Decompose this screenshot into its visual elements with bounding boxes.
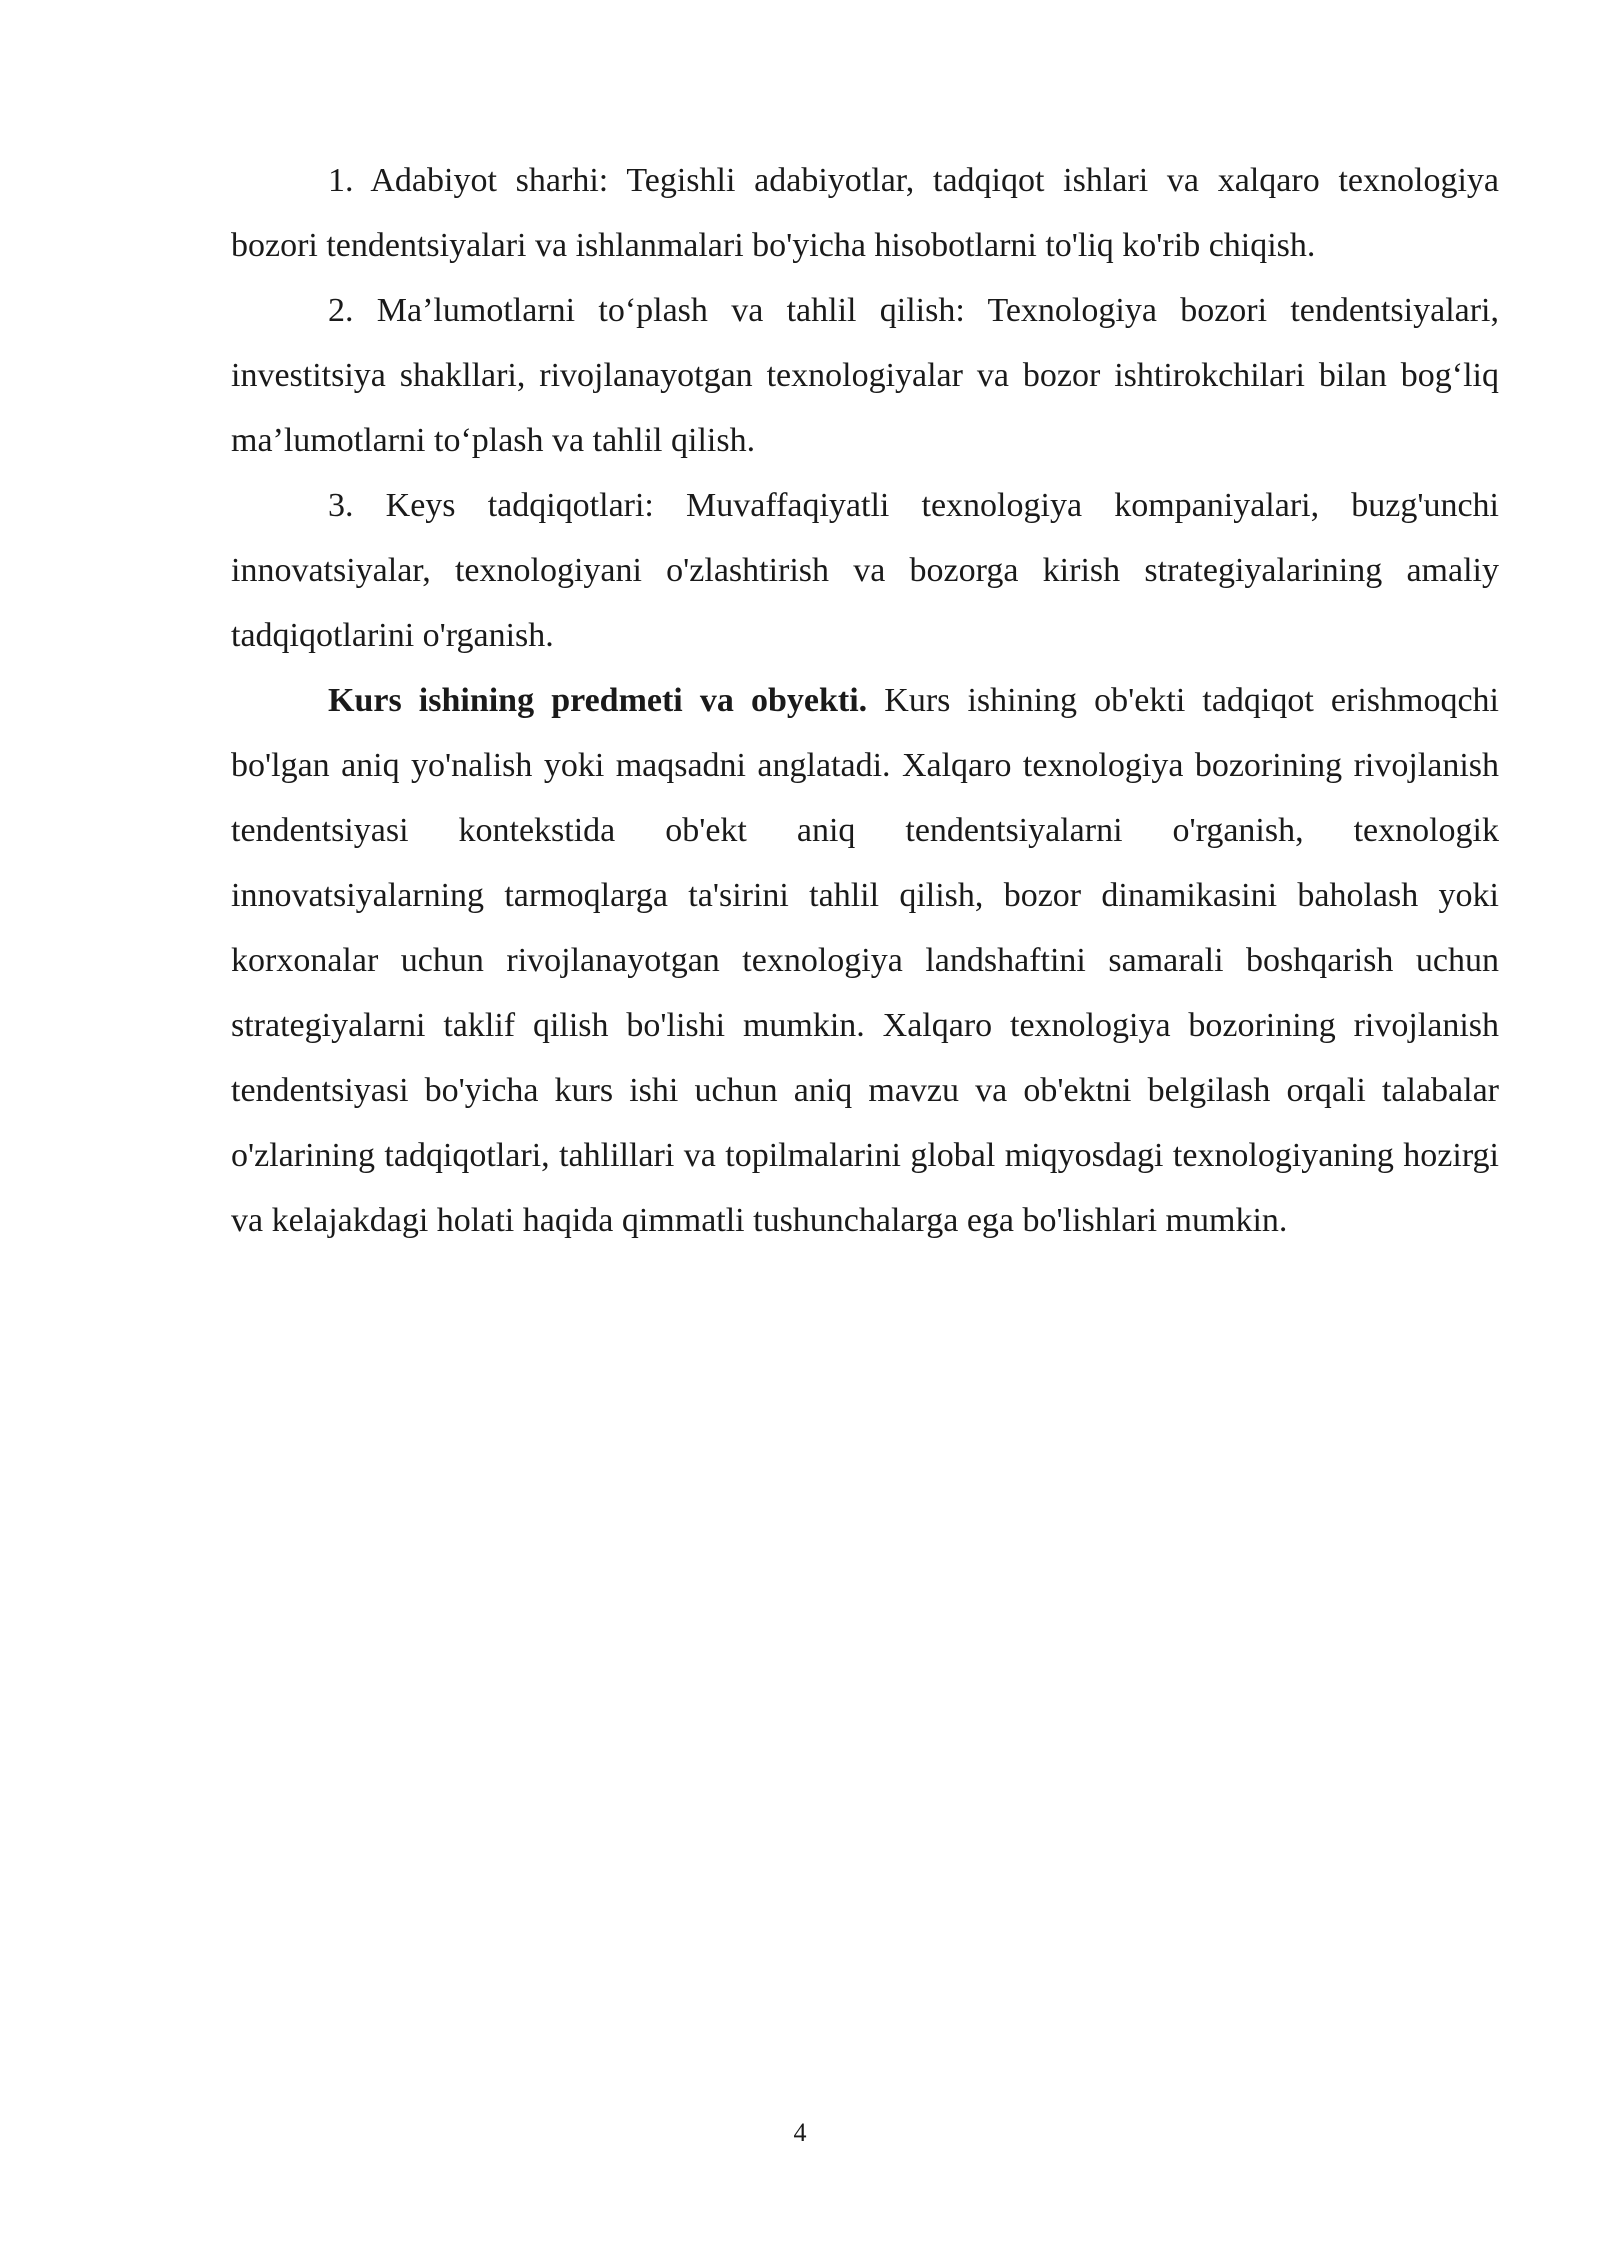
list-item-data-collection bbox=[231, 278, 1499, 473]
page-number: 4 bbox=[793, 2118, 807, 2147]
paragraph-text: Kurs ishining ob'ekti tadqiqot erishmoqchi bo'lgan aniq yo'nalish yoki maqsadni anglatadi. Xalqaro texnologiya bozorining rivojlanish tendentsiyasi kontekstida ob'ekt aniq tendentsiyalarni o'rganish, texnologik innovatsiyalarning tarmoqlarga ta'sirini tahlil qilish, bozor dinamikasini baholash yoki korxonalar uchun rivojlanayotgan texnologiya landshaftini samarali boshqarish uchun strategiyalarni taklif qilish bo'lishi mumkin. Xalqaro texnologiya bozorining rivojlanish tendentsiyasi bo'yicha kurs ishi uchun aniq mavzu va ob'ektni belgilash orqali talabalar o'zlarining tadqiqotlari, tahlillari va topilmalarini global miqyosdagi texnologiyaning hozirgi va kelajakdagi holati haqida qimmatli tushunchalarga ega bo'lishlari mumkin. bbox=[231, 682, 1499, 1239]
list-item-literature-review bbox=[231, 148, 1499, 278]
paragraph-text: 1. Adabiyot sharhi: Tegishli adabiyotlar, tadqiqot ishlari va xalqaro texnologiya bozori tendentsiyalari va ishlanmalari bo'yicha hisobotlarni to'liq ko'rib chiqish. bbox=[231, 162, 1499, 264]
paragraph-subject-and-object bbox=[231, 668, 1499, 1253]
paragraph-heading: Kurs ishining predmeti va obyekti. bbox=[328, 682, 868, 719]
paragraph-text: 2. Ma’lumotlarni to‘plash va tahlil qilish: Texnologiya bozori tendentsiyalari, investitsiya shakllari, rivojlanayotgan texnologiyalar va bozor ishtirokchilari bilan bog‘liq ma’lumotlarni to‘plash va tahlil qilish. bbox=[231, 292, 1499, 459]
list-item-case-studies bbox=[231, 473, 1499, 668]
paragraph-text: 3. Keys tadqiqotlari: Muvaffaqiyatli texnologiya kompaniyalari, buzg'unchi innovatsiyalar, texnologiyani o'zlashtirish va bozorga kirish strategiyalarining amaliy tadqiqotlarini o'rganish. bbox=[231, 487, 1499, 654]
page-body bbox=[231, 148, 1499, 1253]
